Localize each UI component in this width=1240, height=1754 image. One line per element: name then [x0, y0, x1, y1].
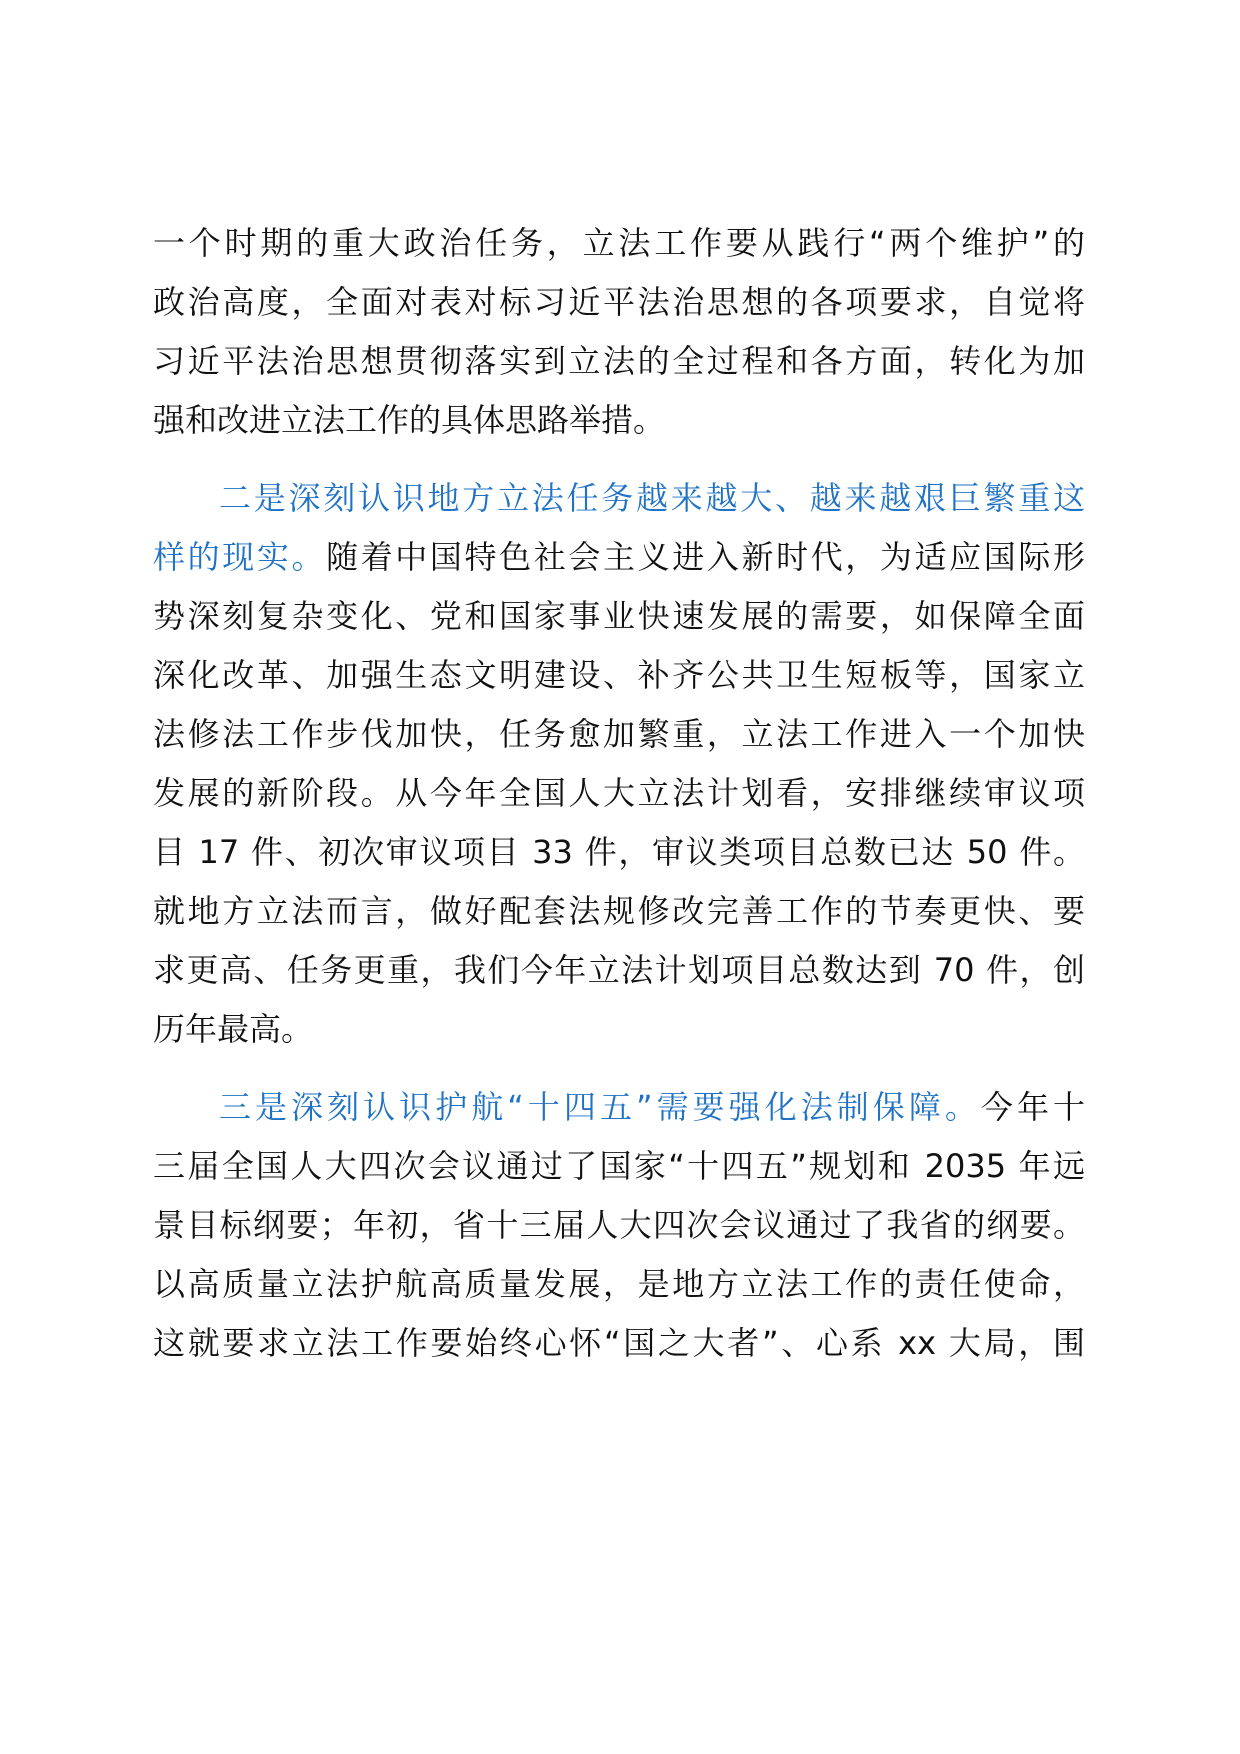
section-heading-end: 样的现实。	[153, 538, 327, 576]
text-line	[219, 1074, 1085, 1140]
text-line: 强和改进立法工作的具体思路举措。	[153, 401, 666, 439]
text-line: 景目标纲要；年初，省十三届人大四次会议通过了我省的纲要。	[153, 1206, 1085, 1244]
text-line: 发展的新阶段。从今年全国人大立法计划看，安排继续审议项	[153, 774, 1085, 812]
text-line: 求更高、任务更重，我们今年立法计划项目总数达到 70 件，创	[153, 951, 1085, 989]
text-line: 政治高度，全面对表对标习近平法治思想的各项要求，自觉将	[153, 283, 1085, 321]
text-span: 随着中国特色社会主义进入新时代，为适应国际形	[326, 538, 1085, 576]
text-span: 今年十	[980, 1088, 1085, 1126]
text-line	[153, 524, 1085, 590]
text-line: 就地方立法而言，做好配套法规修改完善工作的节奏更快、要	[153, 892, 1085, 930]
text-line: 目 17 件、初次审议项目 33 件，审议类项目总数已达 50 件。	[153, 833, 1085, 871]
text-line: 以高质量立法护航高质量发展，是地方立法工作的责任使命，	[153, 1265, 1085, 1303]
section-heading: 三是深刻认识护航“十四五”需要强化法制保障。	[219, 1088, 981, 1126]
text-line: 历年最高。	[153, 1010, 314, 1048]
text-line: 这就要求立法工作要始终心怀“国之大者”、心系 xx 大局，围	[153, 1324, 1085, 1362]
text-line: 法修法工作步伐加快，任务愈加繁重，立法工作进入一个加快	[153, 715, 1085, 753]
text-line: 深化改革、加强生态文明建设、补齐公共卫生短板等，国家立	[153, 656, 1085, 694]
section-heading-line: 二是深刻认识地方立法任务越来越大、越来越艰巨繁重这	[219, 479, 1085, 517]
text-line: 习近平法治思想贯彻落实到立法的全过程和各方面，转化为加	[153, 342, 1085, 380]
text-line: 一个时期的重大政治任务，立法工作要从践行“两个维护”的	[153, 224, 1085, 262]
text-line: 三届全国人大四次会议通过了国家“十四五”规划和 2035 年远	[153, 1147, 1085, 1185]
text-line: 势深刻复杂变化、党和国家事业快速发展的需要，如保障全面	[153, 597, 1085, 635]
